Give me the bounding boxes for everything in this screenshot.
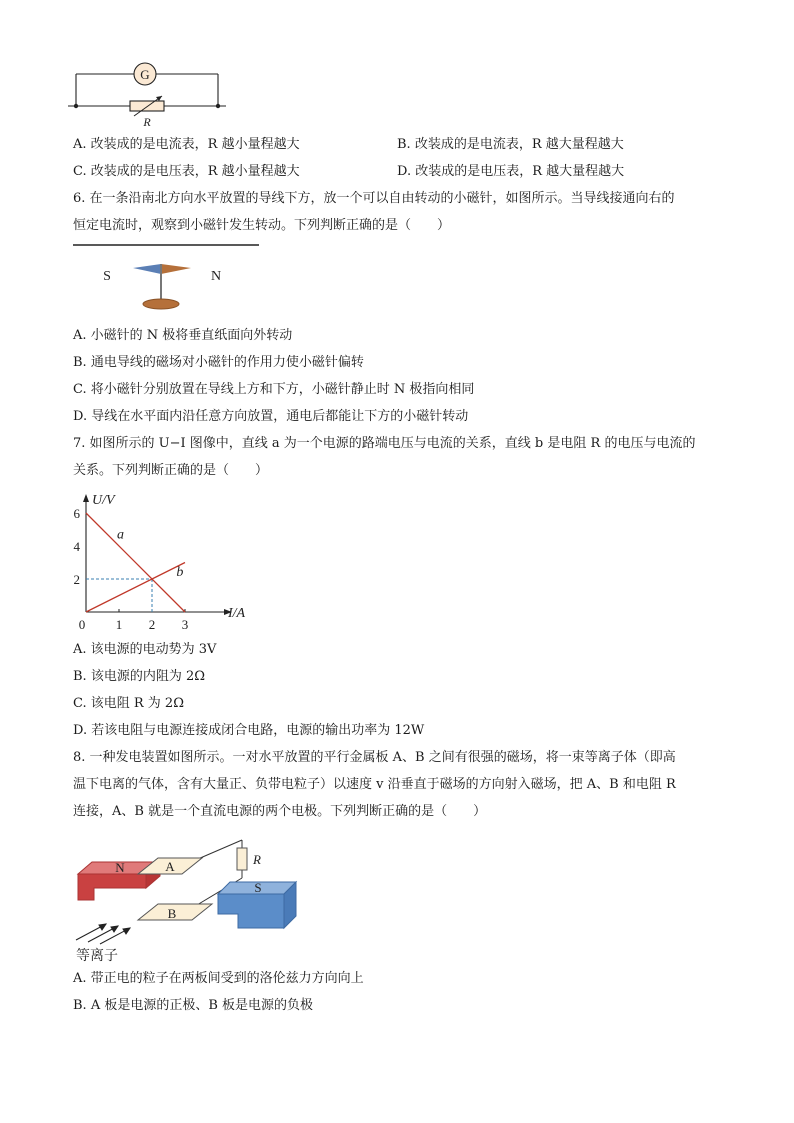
q7-stem-line1: 7. 如图所示的 U−I 图像中，直线 a 为一个电源的路端电压与电流的关系，直线 b 是电阻 R 的电压与电流的 (73, 436, 696, 451)
q8-stem-line3: 连接，A、B 就是一个直流电源的两个电极。下列判断正确的是（ ） (73, 804, 487, 819)
variable-resistor-symbol (130, 101, 164, 111)
south-magnet (218, 894, 284, 928)
y-tick-label: 4 (73, 539, 80, 554)
compass-needle-figure (73, 240, 263, 318)
galvanometer-circuit-figure (68, 58, 228, 130)
q8-stem-line2: 温下电离的气体，含有大量正、负带电粒子）以速度 v 沿垂直于磁场的方向射入磁场，把 A、B 和电阻 R (73, 777, 676, 792)
x-axis-label: I/A (228, 606, 246, 621)
q5-option-c[interactable]: C. 改装成的是电压表，R 越小量程越大 (73, 164, 300, 179)
resistor-label-r: R (253, 852, 261, 867)
resistor-symbol (237, 848, 247, 870)
q6-option-b[interactable]: B. 通电导线的磁场对小磁针的作用力使小磁针偏转 (73, 355, 364, 370)
needle-south-half (133, 264, 161, 274)
q5-option-a[interactable]: A. 改装成的是电流表，R 越小量程越大 (73, 137, 300, 152)
q5-option-d[interactable]: D. 改装成的是电压表，R 越大量程越大 (397, 164, 625, 179)
south-magnet-label: S (254, 880, 262, 895)
q7-option-c[interactable]: C. 该电阻 R 为 2Ω (73, 696, 184, 711)
series-line-b (86, 563, 185, 613)
x-tick-label: 2 (148, 617, 156, 632)
south-pole-label: S (103, 269, 111, 284)
q6-stem-line1: 6. 在一条沿南北方向水平放置的导线下方，放一个可以自由转动的小磁针，如图所示。当导线接通向右的 (73, 191, 675, 206)
mhd-generator-figure (72, 832, 304, 964)
q8-stem-line1: 8. 一种发电装置如图所示。一对水平放置的平行金属板 A、B 之间有很强的磁场，将一束等离子体（即高 (73, 750, 676, 765)
plasma-arrows (76, 924, 130, 944)
q6-option-a[interactable]: A. 小磁针的 N 极将垂直纸面向外转动 (73, 328, 293, 343)
q6-stem-line2: 恒定电流时，观察到小磁针发生转动。下列判断正确的是（ ） (73, 218, 451, 233)
north-pole-label: N (210, 269, 222, 284)
galvanometer-label: G (140, 67, 150, 82)
u-i-graph (68, 488, 268, 636)
q8-option-b[interactable]: B. A 板是电源的正极、B 板是电源的负极 (73, 998, 314, 1013)
q5-option-b[interactable]: B. 改装成的是电流表，R 越大量程越大 (397, 137, 624, 152)
series-label-b: b (176, 564, 184, 580)
y-axis-arrow (83, 494, 89, 502)
series-label-a: a (117, 527, 124, 543)
q7-option-a[interactable]: A. 该电源的电动势为 3V (73, 642, 217, 657)
q8-option-a[interactable]: A. 带正电的粒子在两板间受到的洛伦兹力方向向上 (73, 971, 364, 986)
needle-north-half (161, 264, 191, 274)
q6-option-d[interactable]: D. 导线在水平面内沿任意方向放置，通电后都能让下方的小磁针转动 (73, 409, 469, 424)
x-tick-label: 0 (78, 617, 86, 632)
x-tick-label: 1 (115, 617, 123, 632)
y-tick-label: 2 (73, 572, 80, 587)
x-tick-label: 3 (181, 617, 189, 632)
series-line-a (86, 513, 185, 612)
q7-option-b[interactable]: B. 该电源的内阻为 2Ω (73, 669, 205, 684)
north-magnet-label: N (115, 860, 125, 875)
q7-option-d[interactable]: D. 若该电阻与电源连接成闭合电路，电源的输出功率为 12W (73, 723, 425, 738)
resistor-label: R (143, 115, 151, 129)
y-axis-label: U/V (92, 493, 115, 508)
plate-b-label: B (167, 906, 177, 921)
q7-stem-line2: 关系。下列判断正确的是（ ） (73, 463, 269, 478)
y-tick-label: 6 (73, 506, 80, 521)
q6-option-c[interactable]: C. 将小磁针分别放置在导线上方和下方，小磁针静止时 N 极指向相同 (73, 382, 475, 397)
plate-a-label: A (165, 859, 175, 874)
compass-base (143, 299, 179, 309)
plasma-label: 等离子 (76, 949, 118, 964)
